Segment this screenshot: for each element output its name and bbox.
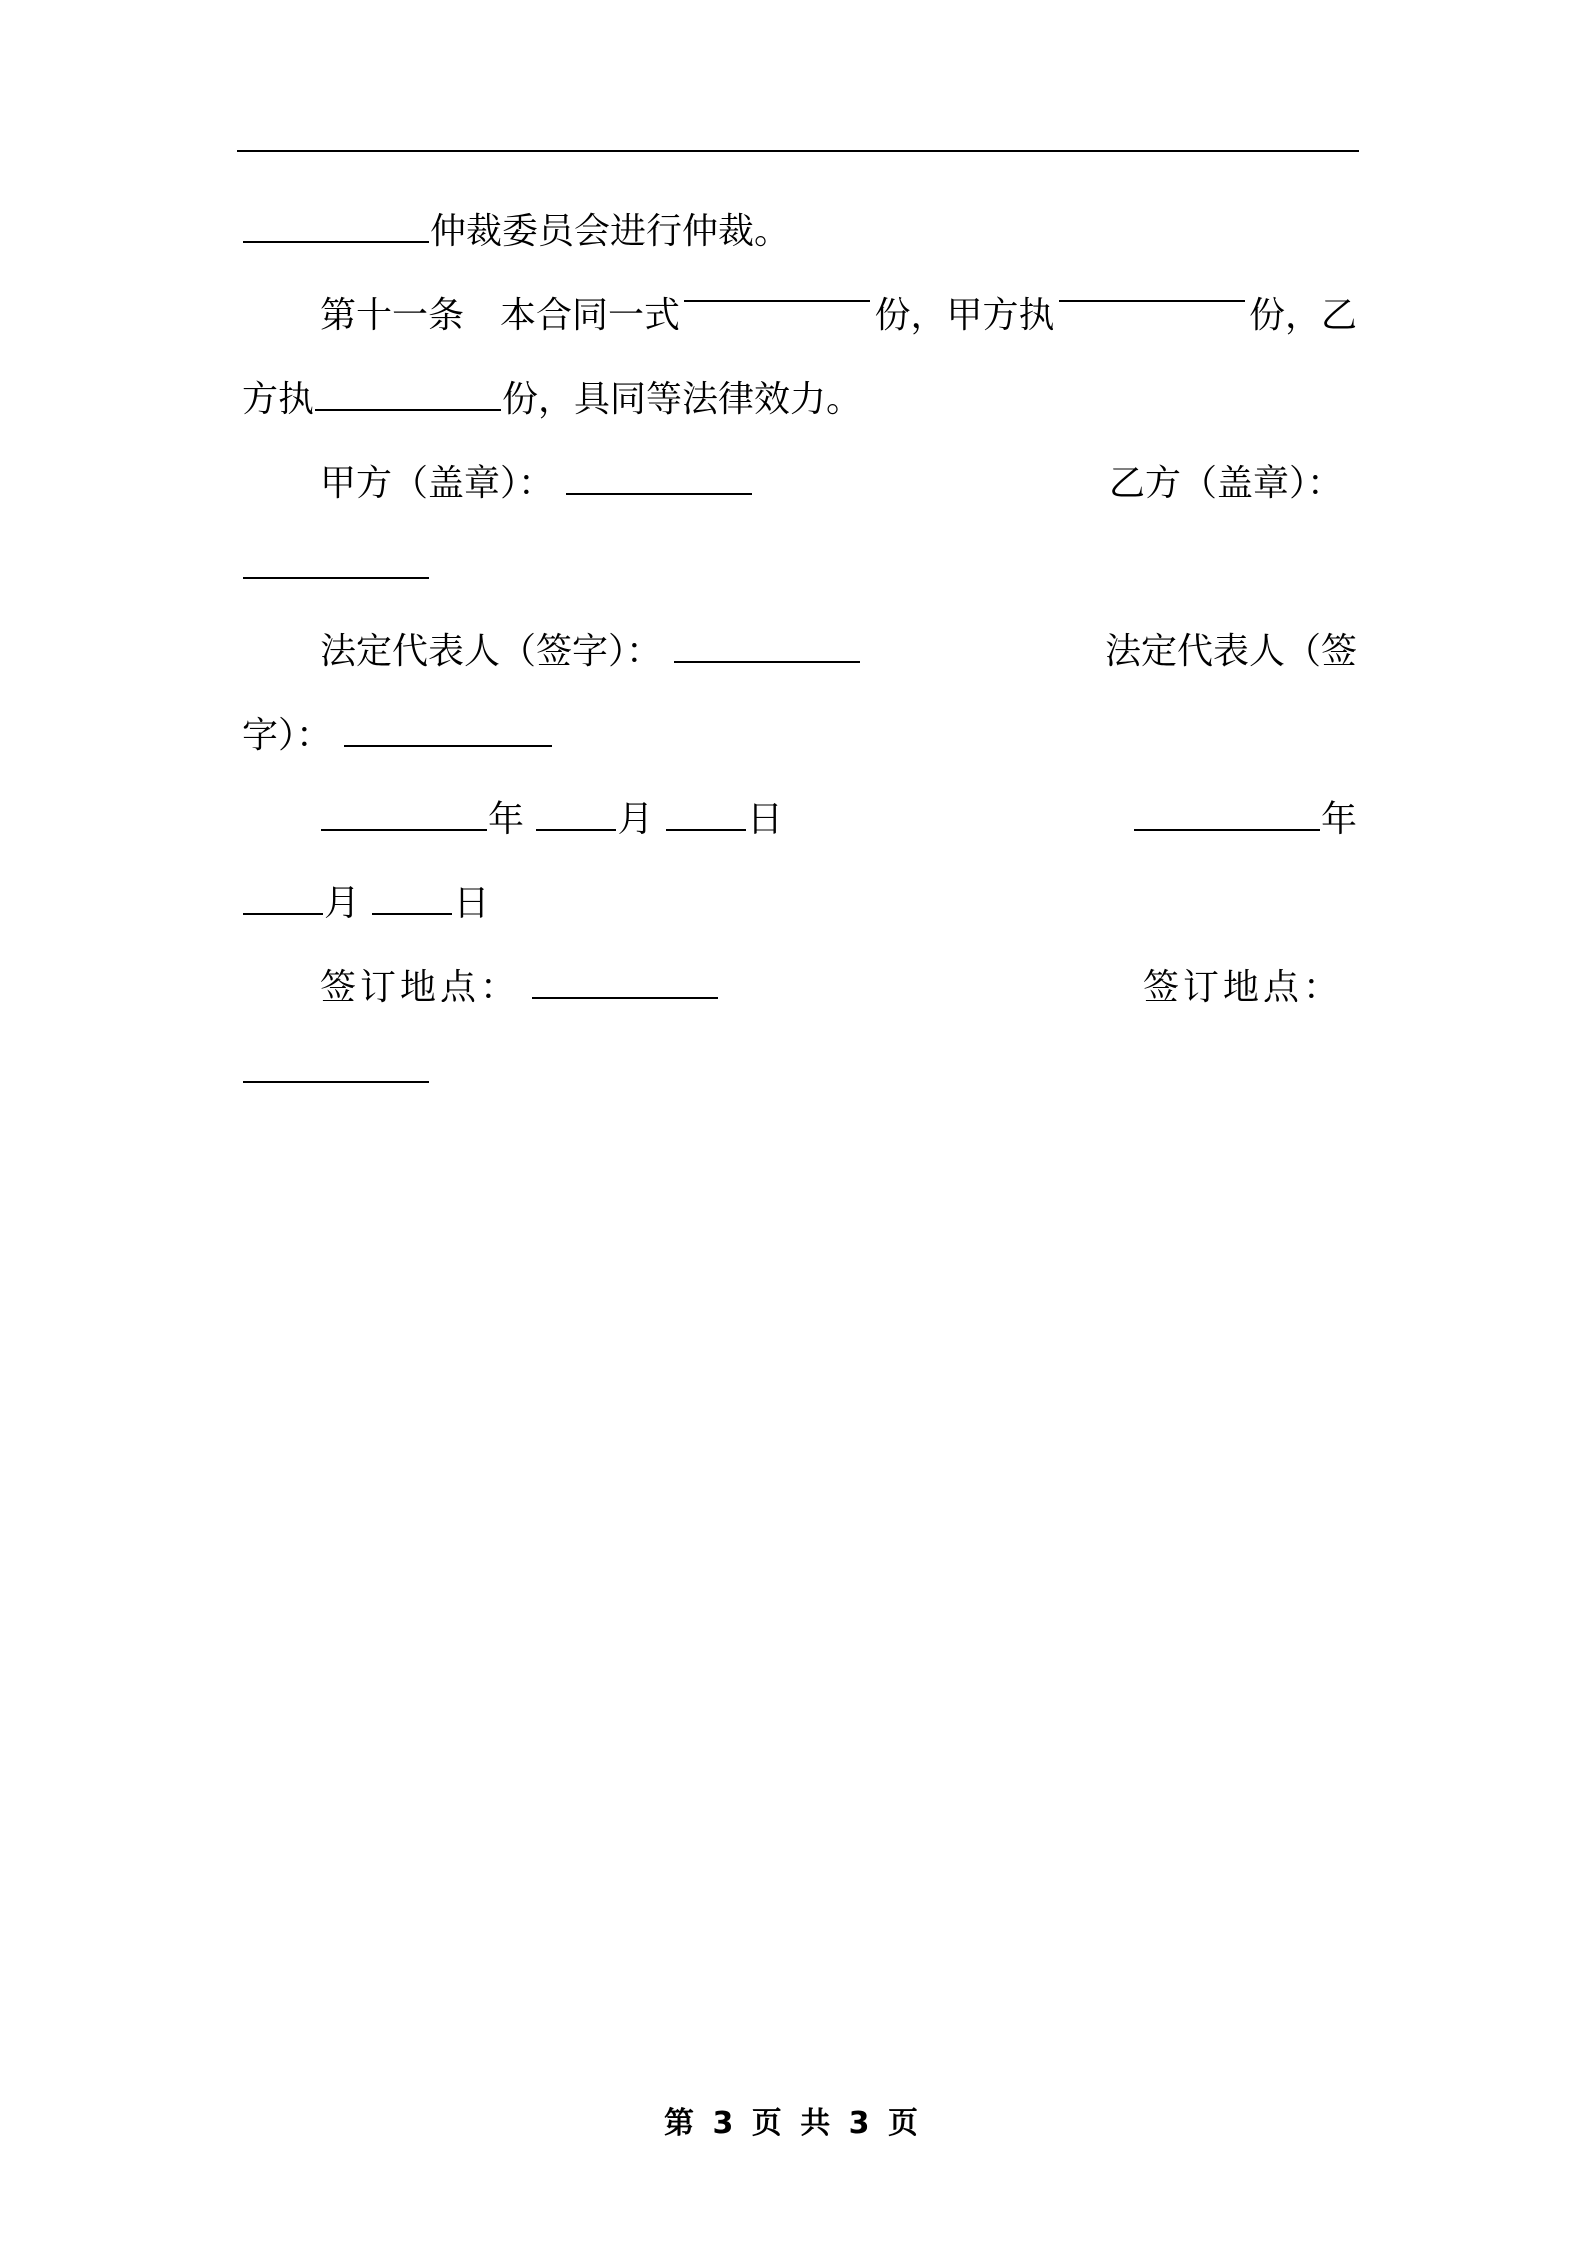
copies-party-b-blank[interactable] <box>315 383 501 411</box>
rep-line <box>242 610 1357 694</box>
rep-line-cont <box>242 694 1357 778</box>
party-a-rep-label: 法定代表人（签字）： <box>320 631 663 672</box>
party-b-year-blank[interactable] <box>1134 803 1320 831</box>
date-line <box>242 778 1357 862</box>
article-11-title: 第十一条 本合同一式 <box>320 295 681 336</box>
copies-total-blank[interactable] <box>684 274 870 302</box>
party-a-place-blank[interactable] <box>532 971 718 999</box>
party-b-rep-label-cont: 字）： <box>242 715 333 756</box>
party-b-seal-label: 乙方（盖章）： <box>1108 463 1343 504</box>
article-11-line-1 <box>242 274 1357 358</box>
article-11-line-2 <box>242 358 1357 442</box>
party-a-day-label: 日 <box>746 799 783 840</box>
party-a-day-blank[interactable] <box>666 803 746 831</box>
article-11-party-a-text: 份，甲方执 <box>874 295 1055 336</box>
party-b-day-label: 日 <box>453 883 490 924</box>
party-a-seal-blank[interactable] <box>566 467 752 495</box>
page-number: 第 3 页 共 3 页 <box>664 2106 922 2141</box>
party-b-rep-blank[interactable] <box>344 719 552 747</box>
party-b-rep-label: 法定代表人（签 <box>1104 631 1357 672</box>
header-rule <box>237 150 1359 152</box>
article-11-party-b-text: 份，乙 <box>1248 295 1357 336</box>
party-a-year-label: 年 <box>488 799 525 840</box>
arbitration-line <box>242 190 1357 274</box>
party-a-year-blank[interactable] <box>321 803 487 831</box>
party-b-day-blank[interactable] <box>372 887 452 915</box>
copies-party-a-blank[interactable] <box>1059 274 1245 302</box>
place-line-cont <box>242 1030 1357 1114</box>
arbitration-committee-blank[interactable] <box>243 215 429 243</box>
party-b-place-label: 签订地点： <box>1142 967 1343 1008</box>
party-a-month-blank[interactable] <box>536 803 616 831</box>
seal-line <box>242 442 1357 526</box>
party-a-place-label: 签订地点： <box>320 967 521 1008</box>
arbitration-text: 仲裁委员会进行仲裁。 <box>430 211 791 252</box>
party-a-month-label: 月 <box>617 799 654 840</box>
party-b-year-label: 年 <box>1320 799 1357 840</box>
party-b-place-blank[interactable] <box>243 1055 429 1083</box>
party-b-seal-blank[interactable] <box>243 551 429 579</box>
party-a-seal-label: 甲方（盖章）： <box>320 463 555 504</box>
place-line <box>242 946 1357 1030</box>
party-b-year-group <box>1133 778 1357 862</box>
seal-line-cont <box>242 526 1357 610</box>
contract-body <box>242 190 1357 1114</box>
party-b-month-blank[interactable] <box>243 887 323 915</box>
party-b-month-label: 月 <box>324 883 361 924</box>
date-line-cont <box>242 862 1357 946</box>
article-11-party-b-hold: 方执 <box>242 379 315 420</box>
party-a-rep-blank[interactable] <box>674 635 860 663</box>
article-11-effect-text: 份，具同等法律效力。 <box>502 379 863 420</box>
